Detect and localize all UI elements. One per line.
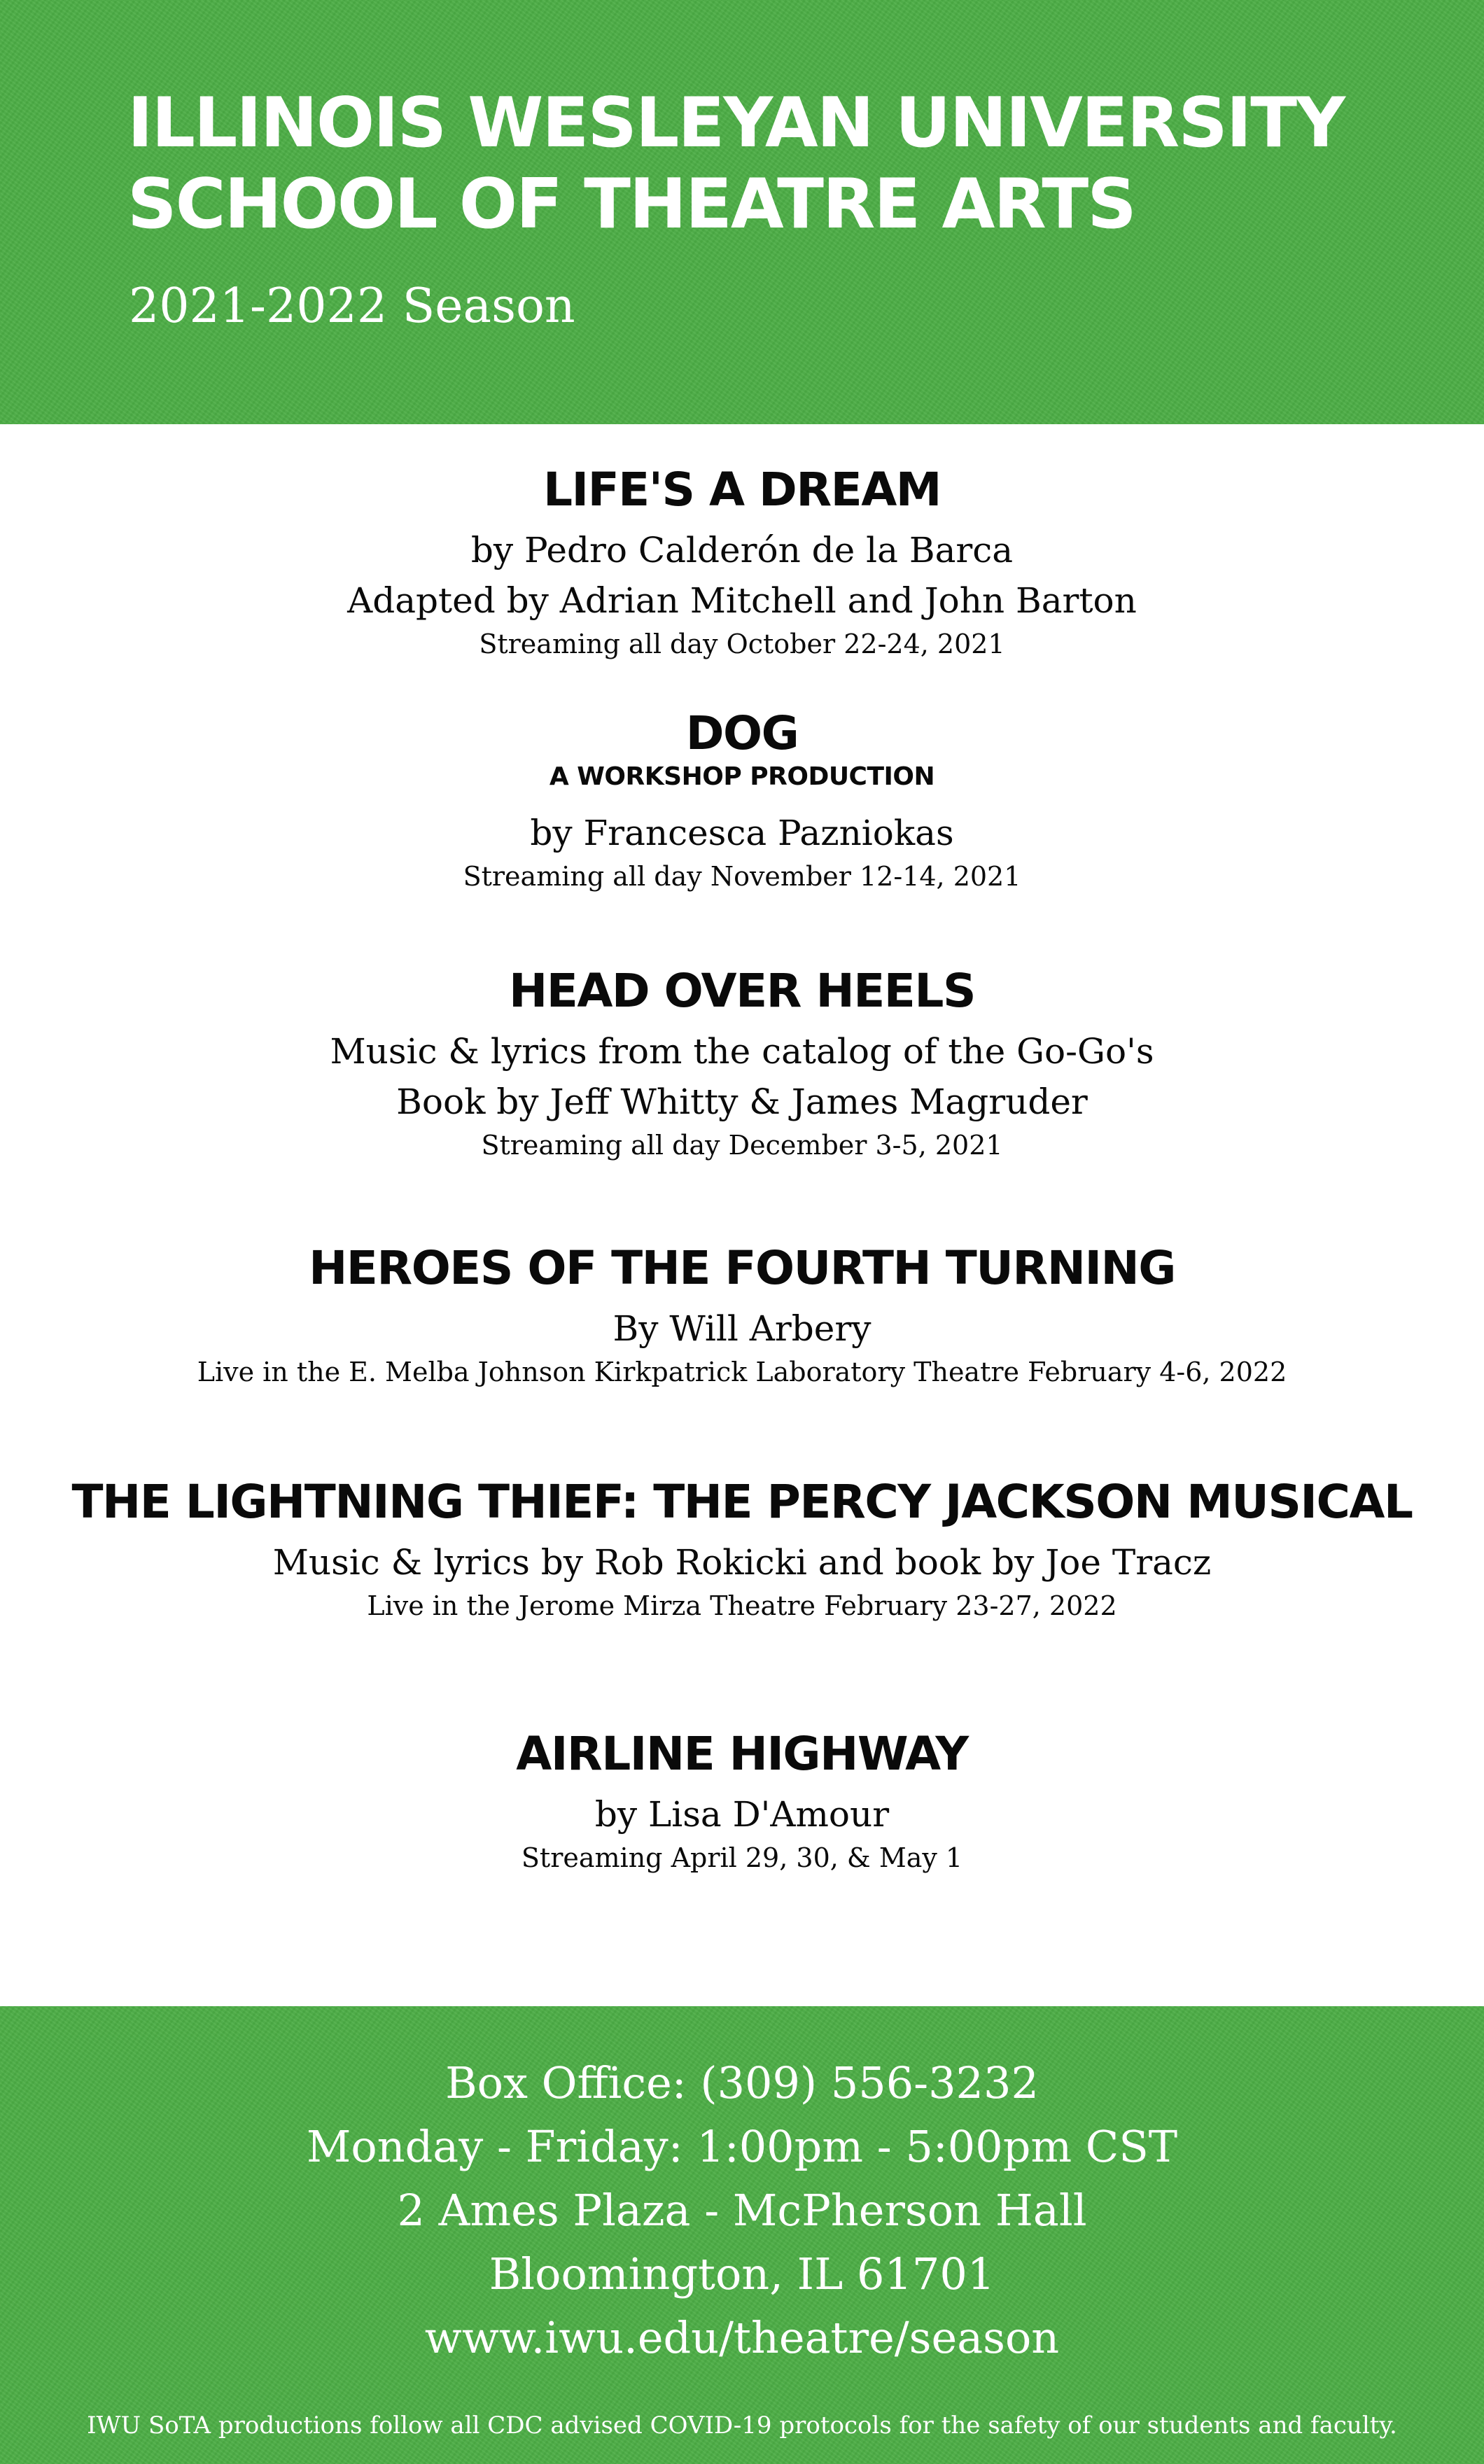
show-airline-highway	[0, 1726, 1484, 1876]
covid-protocol-note: IWU SoTA productions follow all CDC advised COVID-19 protocols for the safety of our students and faculty.	[87, 2412, 1397, 2440]
show-heroes-of-the-fourth-turning	[0, 1240, 1484, 1390]
page-title	[127, 83, 1344, 245]
header-banner	[0, 0, 1484, 424]
show-credit: Music & lyrics by Rob Rokicki and book by Joe Tracz	[272, 1542, 1212, 1583]
show-credit: Adapted by Adrian Mitchell and John Barton	[347, 580, 1137, 621]
show-credit: Book by Jeff Whitty & James Magruder	[396, 1082, 1088, 1122]
show-title: THE LIGHTNING THIEF: THE PERCY JACKSON MUSICAL	[71, 1475, 1413, 1529]
show-title: LIFE'S A DREAM	[542, 463, 941, 517]
show-title: DOG	[685, 706, 799, 760]
show-credit: by Lisa D'Amour	[594, 1794, 890, 1835]
box-office-phone: Box Office: (309) 556-3232	[445, 2057, 1039, 2108]
box-office-info	[0, 2051, 1484, 2370]
show-schedule: Streaming all day October 22-24, 2021	[479, 629, 1005, 659]
show-schedule: Live in the Jerome Mirza Theatre February 23-27, 2022	[367, 1590, 1117, 1621]
show-subtitle: A WORKSHOP PRODUCTION	[549, 762, 935, 791]
box-office-city: Bloomington, IL 61701	[489, 2248, 995, 2300]
show-credit: Music & lyrics from the catalog of the Go-Go's	[330, 1031, 1154, 1072]
title-line-university: ILLINOIS WESLEYAN UNIVERSITY	[127, 83, 1345, 163]
show-credit: By Will Arbery	[612, 1308, 872, 1349]
show-schedule: Streaming all day December 3-5, 2021	[481, 1130, 1003, 1161]
show-credit: by Francesca Pazniokas	[530, 813, 954, 853]
show-schedule: Live in the E. Melba Johnson Kirkpatrick Laboratory Theatre February 4-6, 2022	[197, 1357, 1287, 1387]
show-dog	[0, 706, 1484, 895]
box-office-hours: Monday - Friday: 1:00pm - 5:00pm CST	[306, 2121, 1178, 2172]
season-label: 2021-2022 Season	[129, 279, 575, 334]
title-line-school: SCHOOL OF THEATRE ARTS	[127, 164, 1135, 244]
season-website: www.iwu.edu/theatre/season	[424, 2312, 1060, 2363]
show-lifes-a-dream	[0, 462, 1484, 662]
show-title: AIRLINE HIGHWAY	[516, 1727, 968, 1781]
show-schedule: Streaming April 29, 30, & May 1	[521, 1842, 963, 1873]
show-title: HEROES OF THE FOURTH TURNING	[309, 1241, 1175, 1295]
footer-banner	[0, 2006, 1484, 2464]
box-office-address: 2 Ames Plaza - McPherson Hall	[397, 2185, 1087, 2236]
show-schedule: Streaming all day November 12-14, 2021	[463, 861, 1021, 892]
show-head-over-heels	[0, 963, 1484, 1163]
show-credit: by Pedro Calderón de la Barca	[470, 530, 1014, 570]
show-the-lightning-thief	[0, 1474, 1484, 1624]
show-title: HEAD OVER HEELS	[509, 964, 975, 1018]
